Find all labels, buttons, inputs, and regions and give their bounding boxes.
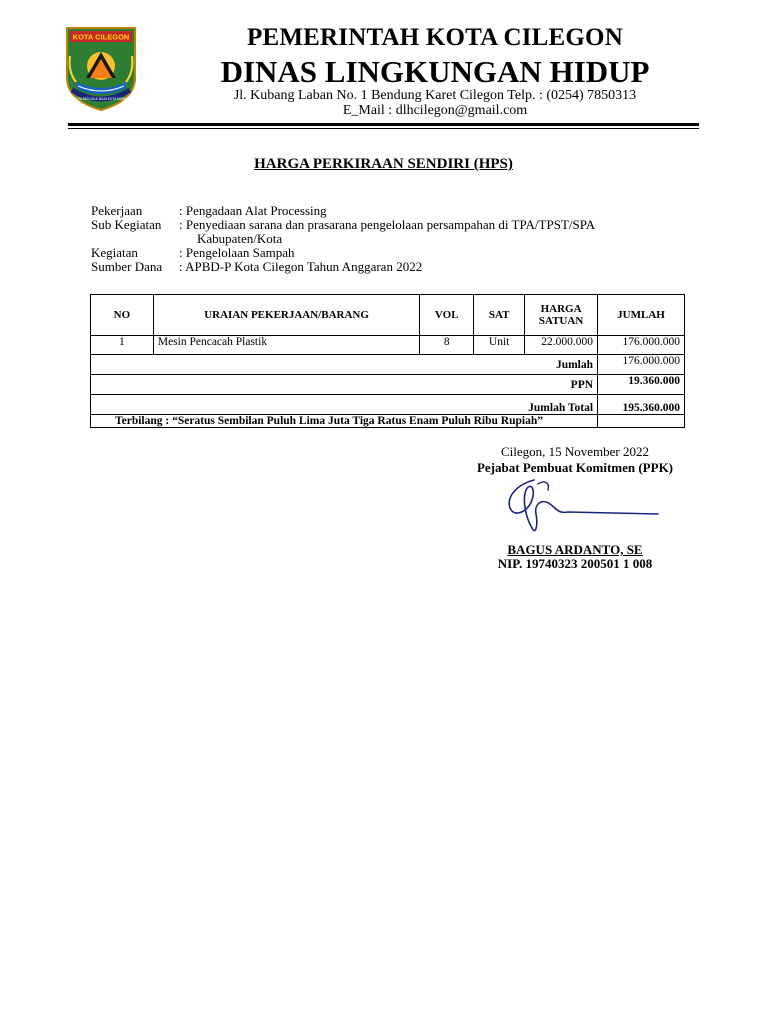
header-uraian: URAIAN PEKERJAAN/BARANG [153, 295, 419, 336]
terbilang-text: Terbilang : “Seratus Sembilan Puluh Lima Juta Tiga Ratus Enam Puluh Ribu Rupiah” [91, 415, 598, 428]
signatory-role: Pejabat Pembuat Komitmen (PPK) [476, 460, 674, 475]
total-label: Jumlah Total [91, 395, 598, 415]
kegiatan-value: : Pengelolaan Sampah [179, 245, 295, 260]
total-row [91, 395, 685, 415]
kota-cilegon-logo [64, 26, 138, 112]
handwritten-signature [498, 474, 662, 538]
jumlah-row [91, 355, 685, 375]
header-email: E_Mail : dlhcilegon@gmail.com [342, 103, 528, 118]
header-sat: SAT [474, 295, 525, 336]
header-address: Jl. Kubang Laban No. 1 Bendung Karet Cilegon Telp. : (0254) 7850313 [233, 88, 637, 103]
table-header-row [91, 295, 685, 336]
row-vol: 8 [420, 336, 474, 355]
logo-motto: KOTA BEDUGUL BAJA KOTA MAHAB [73, 97, 129, 101]
signatory-nip: NIP. 19740323 200501 1 008 [497, 556, 653, 571]
terbilang-empty-cell [598, 415, 685, 428]
ppn-label: PPN [91, 375, 598, 395]
kegiatan-label: Kegiatan [91, 245, 138, 260]
header-harga-line2: SATUAN [538, 315, 584, 327]
row-no: 1 [91, 336, 154, 355]
header-harga-satuan [525, 295, 598, 336]
place-date: Cilegon, 15 November 2022 [500, 444, 650, 459]
terbilang-row [91, 415, 685, 428]
sumberdana-value: : APBD-P Kota Cilegon Tahun Anggaran 2022 [179, 259, 423, 274]
signatory-name: BAGUS ARDANTO, SE [507, 542, 643, 557]
row-sat: Unit [474, 336, 525, 355]
hps-table [90, 294, 685, 428]
row-uraian: Mesin Pencacah Plastik [153, 336, 419, 355]
sumberdana-label: Sumber Dana [91, 259, 163, 274]
pekerjaan-label: Pekerjaan [91, 203, 143, 218]
subkegiatan-label: Sub Kegiatan [91, 217, 162, 232]
row-jumlah: 176.000.000 [598, 336, 685, 355]
jumlah-label: Jumlah [91, 355, 598, 375]
header-rule-thick [68, 123, 699, 126]
header-harga-line1: HARGA [540, 303, 582, 315]
header-vol: VOL [420, 295, 474, 336]
table-row [91, 336, 685, 355]
logo-text: KOTA CILEGON [72, 32, 130, 42]
subkegiatan-value: : Penyediaan sarana dan prasarana pengelolaan persampahan di TPA/TPST/SPA [179, 217, 596, 232]
ppn-row [91, 375, 685, 395]
header-title-line2: DINAS LINGKUNGAN HIDUP [220, 54, 650, 89]
header-no: NO [91, 295, 154, 336]
pekerjaan-value: : Pengadaan Alat Processing [179, 203, 327, 218]
header-rule-thin [68, 128, 699, 129]
jumlah-value: 176.000.000 [598, 355, 685, 375]
total-value: 195.360.000 [598, 395, 685, 415]
header-title-line1: PEMERINTAH KOTA CILEGON [247, 24, 623, 51]
subkegiatan-value-cont: Kabupaten/Kota [197, 231, 283, 246]
row-harga: 22.000.000 [525, 336, 598, 355]
ppn-value: 19.360.000 [598, 375, 685, 395]
header-jumlah: JUMLAH [598, 295, 685, 336]
document-title: HARGA PERKIRAAN SENDIRI (HPS) [254, 156, 513, 172]
